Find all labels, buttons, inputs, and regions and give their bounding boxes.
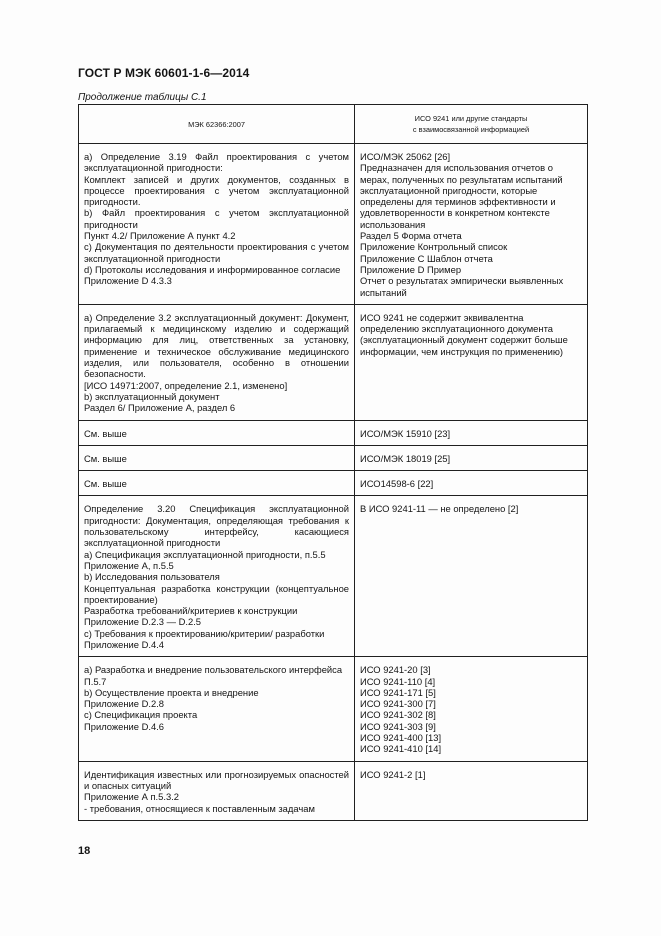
iec-cell [79,445,355,470]
iec-cell [79,657,355,761]
column-header-iec-label: МЭК 62366:2007 [188,119,245,129]
cell-paragraph: а) Спецификация эксплуатационной пригодности, п.5.5 [84,548,326,560]
cell-paragraph: Идентификация известных или прогнозируемых опасностей и опасных ситуаций [84,768,349,791]
cell-paragraph: Концептуальная разработка конструкции (концептуальное проектирование) [84,582,349,605]
table-row [79,304,588,420]
cell-paragraph: Приложение А п.5.3.2 [84,791,179,803]
cell-paragraph: c) Требования к проектированию/критерии/ разработки [84,627,325,639]
iec-cell [79,144,355,305]
column-header-iec [79,105,355,144]
cell-paragraph: Приложение D 4.3.3 [84,275,172,287]
cell-paragraph: а) Разработка и внедрение пользовательского интерфейса [84,664,343,676]
cell-paragraph: ИСО 9241-303 [9] [360,720,436,732]
cell-paragraph: c) Документация по деятельности проектирования с учетом эксплуатационной пригодности [84,241,349,264]
cell-paragraph: Приложение Контрольный список [360,241,508,253]
cell-paragraph: ИСО 9241-410 [14] [360,743,442,755]
column-header-iso-line2: с взаимосвязанной информацией [412,125,530,134]
cell-paragraph: Приложение D.4.4 [84,638,164,650]
table-row [79,761,588,820]
table-row [79,144,588,305]
iso-cell [355,761,588,820]
cell-paragraph: (эксплуатационный документ содержит больше информации, чем инструкция по применению) [360,334,568,357]
cell-paragraph: ИСО 9241-400 [13] [360,732,442,744]
cell-paragraph: Приложение D.4.6 [84,720,164,732]
cell-paragraph: d) Протоколы исследования и информированное согласие [84,263,341,275]
cell-paragraph: См. выше [84,452,127,464]
cell-paragraph: Определение 3.20 Спецификация эксплуатационной пригодности: Документация, определяющая требования к пользовательскому интерфейсу, касающиеся эксплуатационной пригодности [84,503,349,549]
cell-paragraph: [ИСО 14971:2007, определение 2.1, изменено] [84,379,288,391]
comparison-table [78,104,588,821]
cell-paragraph: Приложение D.2.8 [84,698,164,710]
cell-paragraph: c) Спецификация проекта [84,709,198,721]
cell-paragraph: Приложение D Пример [360,263,462,275]
iso-cell [355,471,588,496]
cell-paragraph: ИСО 9241-2 [1] [360,768,426,780]
cell-paragraph: ИСО/МЭК 18019 [25] [360,452,451,464]
iec-cell [79,304,355,420]
iec-cell [79,761,355,820]
table-row [79,420,588,445]
iso-cell [355,445,588,470]
cell-paragraph: Комплект записей и других документов, созданных в процессе проектирования с учетом эксплуатационной пригодности. [84,173,349,208]
cell-paragraph: Разработка требований/критериев к конструкции [84,605,298,617]
column-header-iso-line1: ИСО 9241 или другие стандарты [414,114,528,123]
cell-paragraph: Раздел 5 Форма отчета [360,230,462,242]
cell-paragraph: ИСО 9241-302 [8] [360,709,436,721]
cell-paragraph: ИСО/МЭК 15910 [23] [360,427,451,439]
cell-paragraph: Отчет о результатах эмпирически выявленных испытаний [360,275,564,298]
table-row [79,445,588,470]
table-row [79,471,588,496]
cell-paragraph: ИСО 9241-171 [5] [360,686,436,698]
cell-paragraph: ИСО/МЭК 25062 [26] [360,151,451,162]
cell-paragraph: В ИСО 9241-11 — не определено [2] [360,503,519,515]
cell-paragraph: ИСО 9241 не содержит эквивалентна определению эксплуатационного документа [360,311,553,335]
cell-paragraph: b) эксплуатационный документ [84,390,220,402]
cell-paragraph: а) Определение 3.2 эксплуатационный документ: Документ, прилагаемый к медицинскому изделию и содержащий информацию для лиц, ответственных за установку, применение и техническое обслуживание медицинского изделия, или пользователя, особенно в отношении безопасности. [84,311,349,380]
cell-paragraph: Предназначен для использования отчетов о мерах, полученных по результатам испытаний эксплуатационной пригодности, которые определены для терминов эффективности и удовлетворенности в конкретном контексте использования [360,162,563,230]
table-caption: Продолжение таблицы С.1 [78,92,207,103]
cell-paragraph: b) Исследования пользователя [84,571,220,583]
cell-paragraph: См. выше [84,427,127,439]
iec-cell [79,471,355,496]
document-header: ГОСТ Р МЭК 60601-1-6—2014 [78,66,250,80]
iso-cell [355,420,588,445]
cell-paragraph: b) Файл проектирования с учетом эксплуатационной пригодности [84,207,349,230]
cell-paragraph: Приложение С Шаблон отчета [360,252,493,264]
iec-cell [79,420,355,445]
cell-paragraph: ИСО 9241-300 [7] [360,698,436,710]
iso-cell [355,304,588,420]
cell-paragraph: П.5.7 [84,675,107,687]
cell-paragraph: Пункт 4.2/ Приложение А пункт 4.2 [84,230,236,242]
cell-paragraph: ИСО14598-6 [22] [360,478,434,490]
column-header-iso [355,105,588,144]
cell-paragraph: См. выше [84,478,127,490]
iso-cell [355,657,588,761]
cell-paragraph: а) Определение 3.19 Файл проектирования с учетом эксплуатационной пригодности: [84,151,349,174]
cell-paragraph: - требования, относящиеся к поставленным задачам [84,802,315,814]
cell-paragraph: b) Осуществление проекта и внедрение [84,686,259,698]
iso-cell [355,144,588,305]
cell-paragraph: Приложение А, п.5.5 [84,559,174,571]
cell-paragraph: Раздел 6/ Приложение А, раздел 6 [84,402,236,414]
table-row [79,657,588,761]
cell-paragraph: Приложение D.2.3 — D.2.5 [84,616,201,628]
cell-paragraph: ИСО 9241-20 [3] [360,664,431,676]
table-row [79,496,588,657]
iec-cell [79,496,355,657]
cell-paragraph: ИСО 9241-110 [4] [360,675,436,687]
page-number: 18 [78,845,91,857]
table-header-row [79,105,588,144]
iso-cell [355,496,588,657]
